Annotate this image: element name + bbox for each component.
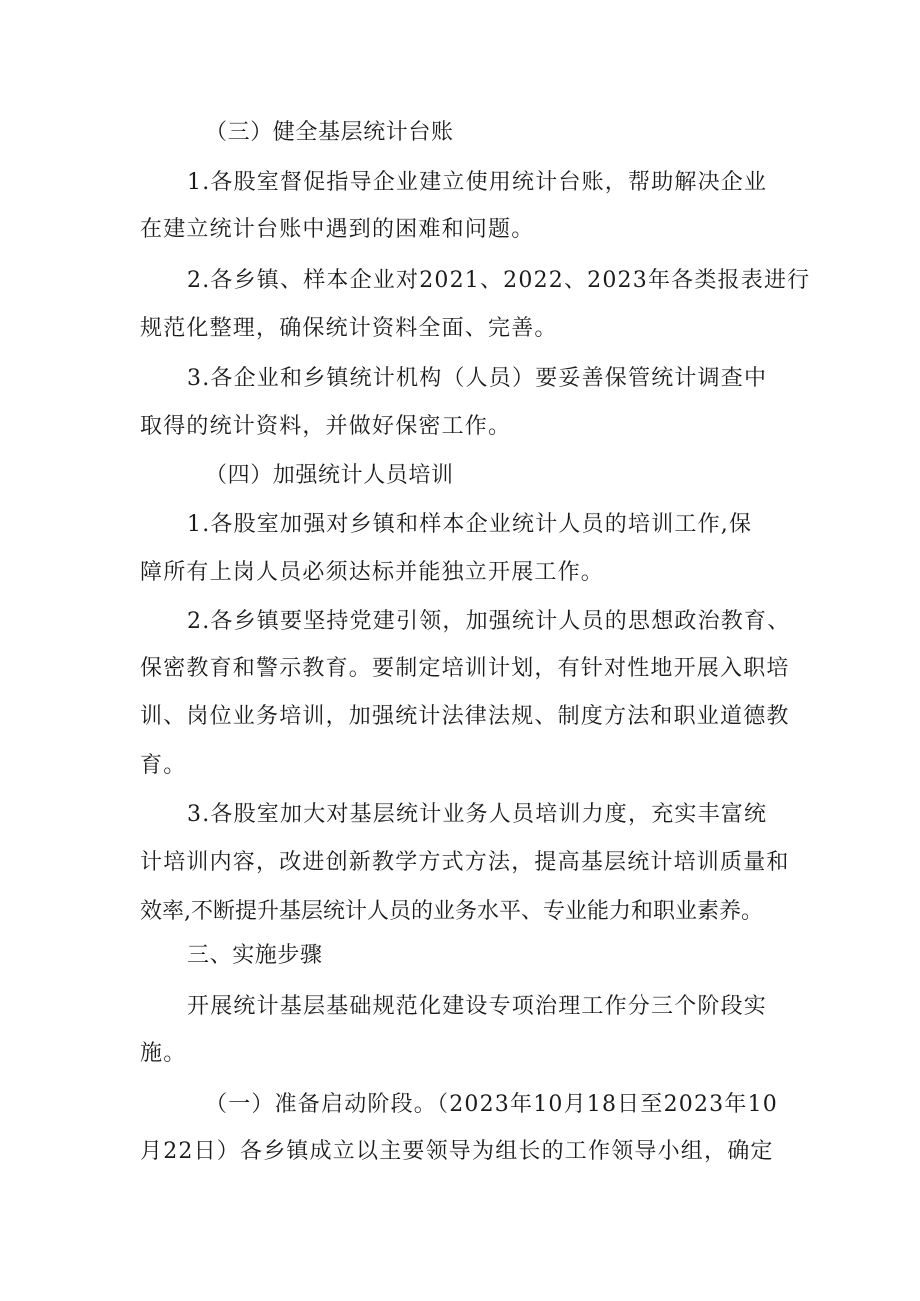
paragraph-line: 保密教育和警示教育。要制定培训计划，有针对性地开展入职培 <box>140 656 790 681</box>
paragraph-line: 2.各乡镇、样本企业对2021、2022、2023年各类报表进行 <box>187 268 811 293</box>
section-heading-3: （三）健全基层统计台账 <box>205 120 454 145</box>
paragraph-line: 在建立统计台账中遇到的困难和问题。 <box>140 217 535 242</box>
section-heading-implementation: 三、实施步骤 <box>187 943 323 968</box>
paragraph-line: 计培训内容，改进创新教学方式方法，提高基层统计培训质量和 <box>140 850 790 875</box>
paragraph-line: 取得的统计资料，并做好保密工作。 <box>140 414 512 439</box>
paragraph-line: 2.各乡镇要坚持党建引领，加强统计人员的思想政治教育、 <box>187 609 791 634</box>
paragraph-line: （一）准备启动阶段。（2023年10月18日至2023年10 <box>205 1092 778 1117</box>
paragraph-line: 训、岗位业务培训，加强统计法律法规、制度方法和职业道德教 <box>140 704 790 729</box>
paragraph-line: 3.各企业和乡镇统计机构（人员）要妥善保管统计调查中 <box>187 366 768 391</box>
paragraph-line: 月22日）各乡镇成立以主要领导为组长的工作领导小组，确定 <box>140 1139 774 1164</box>
paragraph-line: 障所有上岗人员必须达标并能独立开展工作。 <box>140 560 605 585</box>
paragraph-line: 3.各股室加大对基层统计业务人员培训力度，充实丰富统 <box>187 802 768 827</box>
paragraph-line: 施。 <box>140 1041 187 1066</box>
section-heading-4: （四）加强统计人员培训 <box>205 463 454 488</box>
paragraph-line: 1.各股室加强对乡镇和样本企业统计人员的培训工作,保 <box>187 512 753 537</box>
paragraph-line: 育。 <box>140 753 187 778</box>
paragraph-line: 效率,不断提升基层统计人员的业务水平、专业能力和职业素养。 <box>140 899 763 924</box>
paragraph-line: 规范化整理，确保统计资料全面、完善。 <box>140 316 558 341</box>
paragraph-line: 开展统计基层基础规范化建设专项治理工作分三个阶段实 <box>187 994 768 1019</box>
paragraph-line: 1.各股室督促指导企业建立使用统计台账，帮助解决企业 <box>187 170 768 195</box>
